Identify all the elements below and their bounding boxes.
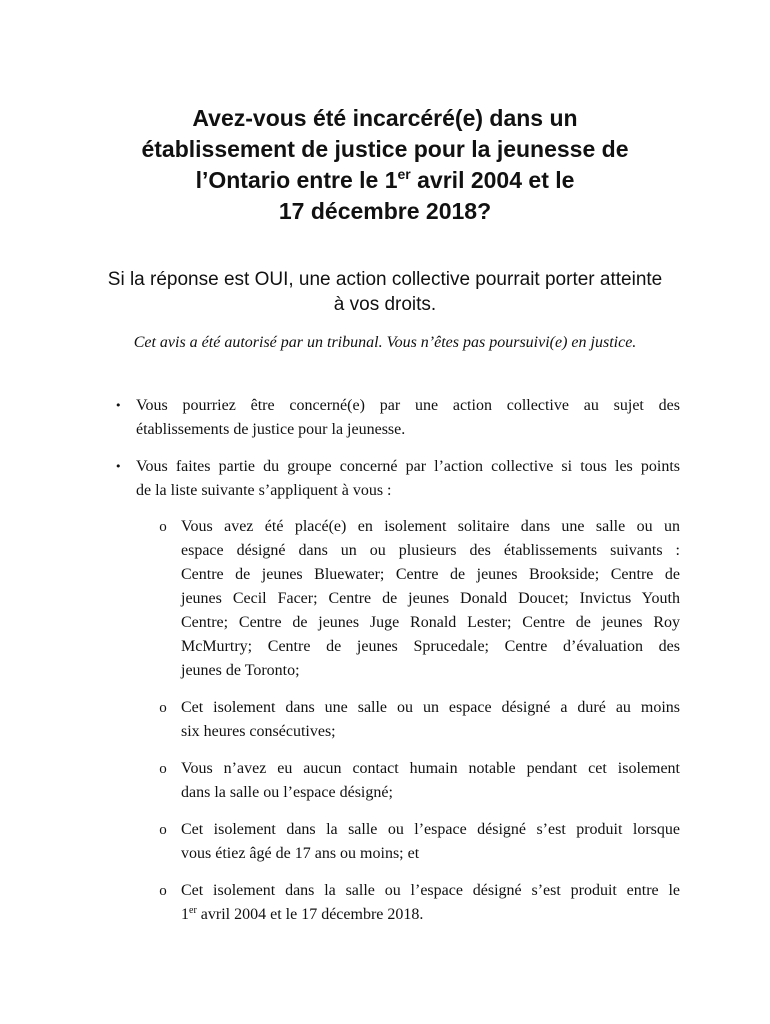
criteria-item <box>159 757 680 805</box>
title-line: Avez-vous été incarcéré(e) dans un <box>192 105 578 131</box>
criteria-line: espace désigné dans un ou plusieurs des établissements suivants : <box>181 542 680 559</box>
criteria-line: McMurtry; Centre de jeunes Sprucedale; Centre d’évaluation des <box>181 638 680 655</box>
criteria-line: Centre; Centre de jeunes Juge Ronald Lester; Centre de jeunes Roy <box>181 614 680 631</box>
criteria-line: Centre de jeunes Bluewater; Centre de jeunes Brookside; Centre de <box>181 566 680 583</box>
bullet-line: Vous faites partie du groupe concerné par l’action collective si tous les points <box>136 458 680 475</box>
criteria-line: Vous n’avez eu aucun contact humain notable pendant cet isolement <box>181 760 680 777</box>
circle-bullet-icon: o <box>159 761 167 777</box>
court-authorization-note: Cet avis a été autorisé par un tribunal. Vous n’êtes pas poursuivi(e) en justice. <box>133 334 637 351</box>
circle-bullet-icon: o <box>159 883 167 899</box>
title-line: établissement de justice pour la jeunesse de <box>141 136 629 162</box>
bullet-icon: • <box>115 399 122 412</box>
criteria-line: jeunes Cecil Facer; Centre de jeunes Donald Doucet; Invictus Youth <box>181 590 680 607</box>
bullet-line: de la liste suivante s’appliquent à vous : <box>136 482 392 499</box>
bullet-item <box>115 455 680 503</box>
subtitle-line: à vos droits. <box>333 294 437 315</box>
bullet-item <box>115 394 680 442</box>
title-line: l’Ontario entre le 1er avril 2004 et le <box>195 166 575 193</box>
criteria-line: dans la salle ou l’espace désigné; <box>181 784 393 801</box>
criteria-item <box>159 515 680 683</box>
notice-subtitle <box>70 267 700 317</box>
criteria-line: Cet isolement dans la salle ou l’espace désigné s’est produit lorsque <box>181 821 680 838</box>
criteria-item <box>159 818 680 866</box>
title-line: 17 décembre 2018? <box>278 198 492 224</box>
criteria-line: Cet isolement dans la salle ou l’espace désigné s’est produit entre le <box>181 882 680 899</box>
circle-bullet-icon: o <box>159 700 167 716</box>
bullet-line: établissements de justice pour la jeunesse. <box>136 421 406 438</box>
criteria-line: six heures consécutives; <box>181 723 336 740</box>
subtitle-line: Si la réponse est OUI, une action collective pourrait porter atteinte <box>107 269 663 290</box>
notice-title <box>80 103 690 227</box>
criteria-line: vous étiez âgé de 17 ans ou moins; et <box>181 845 420 862</box>
bullet-line: Vous pourriez être concerné(e) par une action collective au sujet des <box>136 397 680 414</box>
criteria-item <box>159 696 680 744</box>
criteria-line: Cet isolement dans une salle ou un espace désigné a duré au moins <box>181 699 680 716</box>
criteria-line: 1er avril 2004 et le 17 décembre 2018. <box>181 905 424 923</box>
criteria-line: jeunes de Toronto; <box>181 662 300 679</box>
criteria-item <box>159 879 680 927</box>
circle-bullet-icon: o <box>159 822 167 838</box>
bullet-icon: • <box>115 460 122 473</box>
criteria-line: Vous avez été placé(e) en isolement solitaire dans une salle ou un <box>181 518 680 535</box>
circle-bullet-icon: o <box>159 519 167 535</box>
